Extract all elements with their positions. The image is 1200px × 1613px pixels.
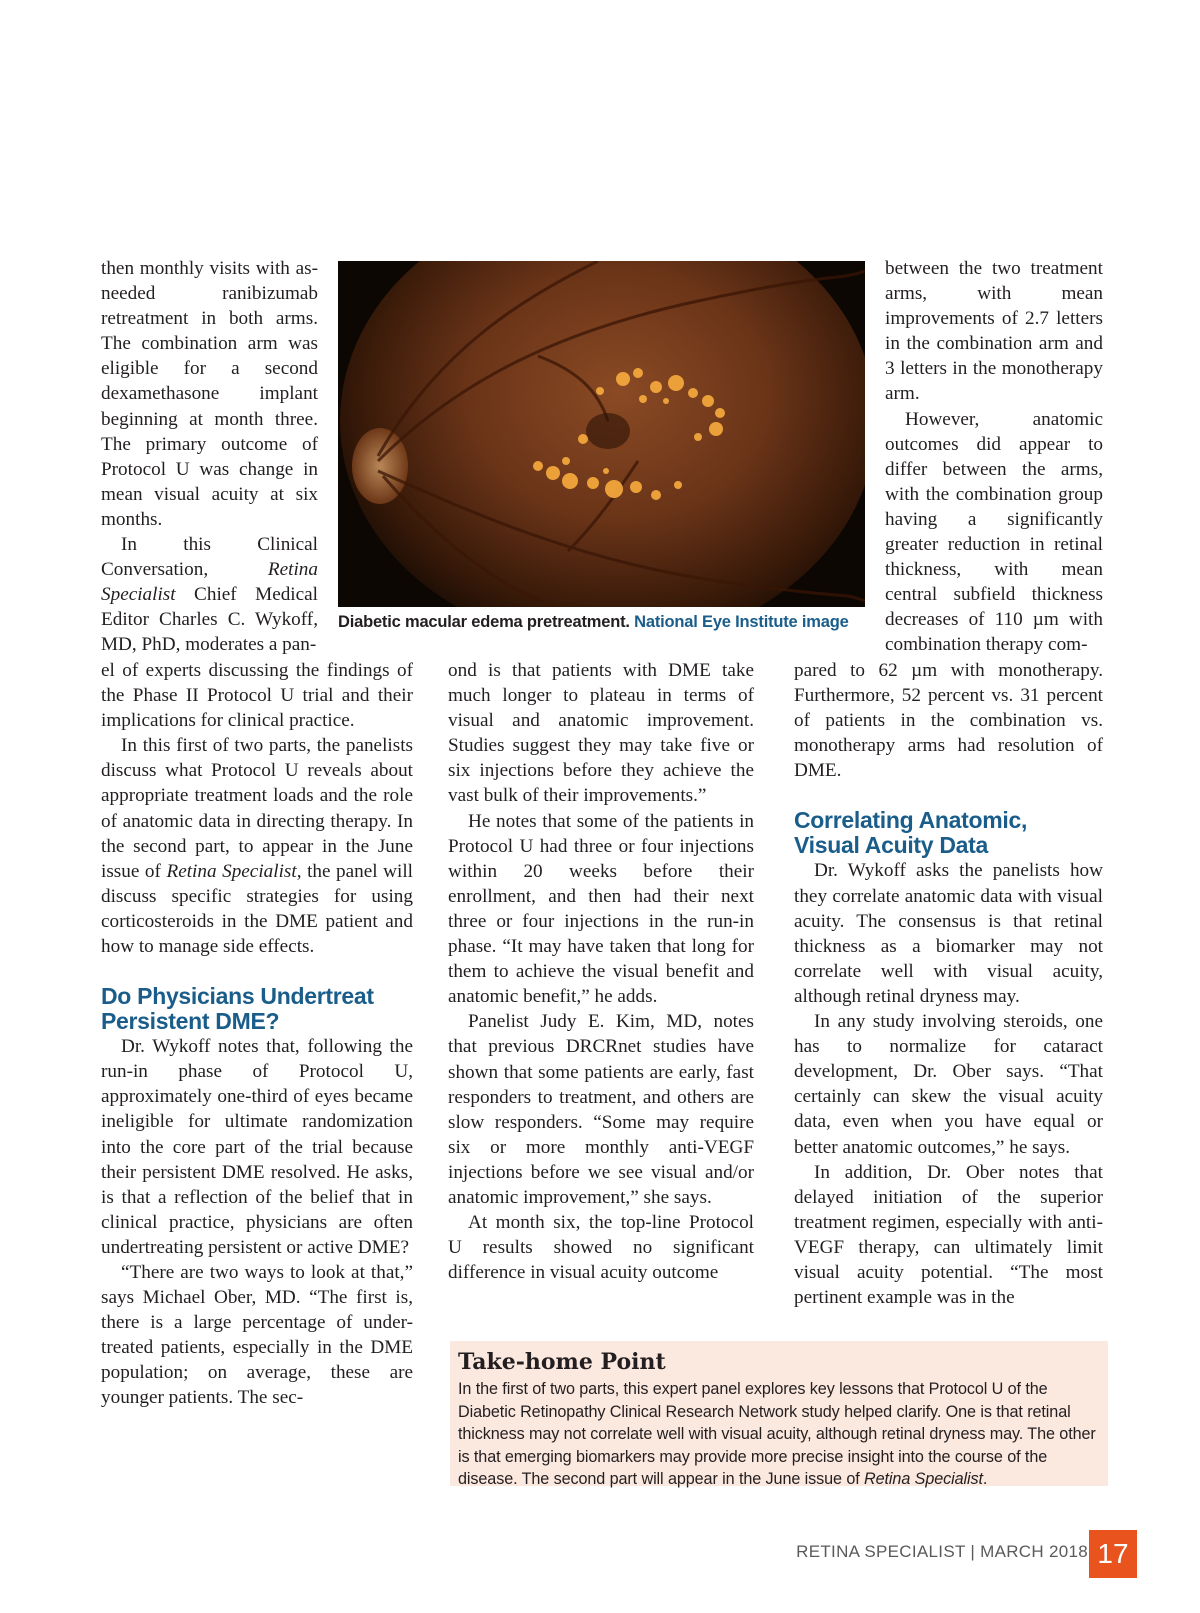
magazine-name: RETINA SPECIALIST — [796, 1542, 966, 1561]
paragraph: pared to 62 µm with monotherapy. Furthermore, 52 percent vs. 31 percent of patients in the combination vs. monotherapy arms had resolution of DME. — [794, 660, 1103, 782]
italic-title: Retina Specialist — [166, 860, 297, 882]
caption-text: Diabetic macular edema pretreatment. — [338, 613, 630, 631]
takehome-box — [450, 1341, 1108, 1486]
column-1-top — [101, 256, 318, 658]
paragraph: Dr. Wykoff notes that, following the run-in phase of Protocol U, approximately one-third of eyes became ineligible for ultimate randomization into the core part of the trial because their persistent DME resolved. He asks, is that a reflection of the belief that in clinical practice, physicians are often undertreating persistent or active DME? — [101, 1036, 413, 1258]
column-2 — [448, 658, 754, 1285]
paragraph: between the two treatment arms, with mean improvements of 2.7 letters in the combination arm and 3 letters in the monotherapy arm. — [885, 258, 1103, 405]
text-run: . — [982, 1470, 988, 1488]
italic-title: Retina Specialist — [101, 559, 318, 606]
figure-caption — [338, 611, 878, 633]
section-heading-correlating: Correlating Anatomic, Visual Acuity Data — [794, 807, 1028, 859]
paragraph: Panelist Judy E. Kim, MD, notes that previous DRCRnet studies have shown that some patients are early, fast responders to treatment, and others are slow responders. “Some may require six or more monthly anti-VEGF injections before we see visual and/or anatomic improvement,” she says. — [448, 1011, 754, 1208]
paragraph: In addition, Dr. Ober notes that delayed initiation of the superior treatment regimen, especially with anti-VEGF therapy, can ultimately limit visual acuity potential. “The most pertinent example was in the — [794, 1161, 1103, 1309]
paragraph — [101, 733, 413, 959]
takehome-text — [458, 1378, 1100, 1491]
paragraph: Dr. Wykoff asks the panelists how they correlate anatomic data with visual acuity. The consensus is that retinal thickness as a biomarker may not correlate well with visual acuity, although retinal dryness may. — [794, 860, 1103, 1007]
column-3-top — [885, 256, 1103, 658]
section-heading-undertreat: Do Physicians Undertreat Persistent DME? — [101, 983, 374, 1035]
column-1-main — [101, 658, 413, 1411]
text-run: , the panel will discuss specific strategies for using corticosteroids in the DME patient and how to manage side effects. — [101, 860, 414, 958]
paragraph — [101, 532, 318, 657]
column-3-main — [794, 658, 1103, 1310]
fundus-photo — [338, 261, 865, 607]
text-run: In the first of two parts, this expert panel explores key lessons that Protocol U of the Diabetic Retinopathy Clinical Research Network study helped clarify. One is that retinal thickness may not correlate well with visual acuity, although retinal dryness may. The other is that emerging biomarkers may provide more precise insight into the course of the disease. The second part will appear in the June issue of — [458, 1380, 1096, 1488]
text-run: In this first of two parts, the panelists discuss what Protocol U reveals about appropriate treatment loads and the role of anatomic data in directing therapy. In the second part, to appear in the June issue of — [101, 735, 413, 882]
paragraph: el of experts discussing the findings of the Phase II Protocol U trial and their implications for clinical practice. — [101, 660, 413, 732]
footer-separator: | — [970, 1542, 976, 1561]
text-run: Chief Medical Editor Charles C. Wykoff, MD, PhD, moderates a pan- — [101, 584, 318, 656]
paragraph: At month six, the top-line Protocol U results showed no significant difference in visual acuity outcome — [448, 1212, 754, 1284]
caption-credit: National Eye Institute image — [634, 613, 849, 631]
page-number: 17 — [1089, 1530, 1137, 1578]
italic-title: Retina Specialist — [864, 1470, 983, 1488]
page-footer — [796, 1538, 1088, 1566]
text-run: In this Clinical Conversation, — [101, 534, 318, 581]
paragraph: “There are two ways to look at that,” says Michael Ober, MD. “The first is, there is a large percentage of under-treated patients, especially in the DME population; on average, these are younger patients. The sec- — [101, 1261, 413, 1409]
paragraph: He notes that some of the patients in Protocol U had three or four injections within 20 weeks before their enrollment, and then had their next three or four injections in the run-in phase. “It may have taken that long for them to achieve the visual benefit and anatomic benefit,” he adds. — [448, 810, 754, 1008]
paragraph: In any study involving steroids, one has to normalize for cataract development, Dr. Ober says. “That certainly can skew the visual acuity data, even when you have equal or better anatomic outcomes,” he says. — [794, 1011, 1103, 1158]
paragraph: ond is that patients with DME take much longer to plateau in terms of visual and anatomic improvement. Studies suggest they may take five or six injections before they achieve the vast bulk of their improvements.” — [448, 660, 754, 807]
paragraph: then monthly visits with as-needed ranibizumab retreatment in both arms. The combination arm was eligible for a second dexamethasone implant beginning at month three. The primary outcome of Protocol U was change in mean visual acuity at six months. — [101, 258, 318, 530]
takehome-title: Take-home Point — [458, 1349, 666, 1375]
issue-date: MARCH 2018 — [980, 1542, 1088, 1561]
paragraph: However, anatomic outcomes did appear to differ between the arms, with the combination group having a significantly greater reduction in retinal thickness, with mean central subfield thickness decreases of 110 µm with combination therapy com- — [885, 408, 1103, 656]
